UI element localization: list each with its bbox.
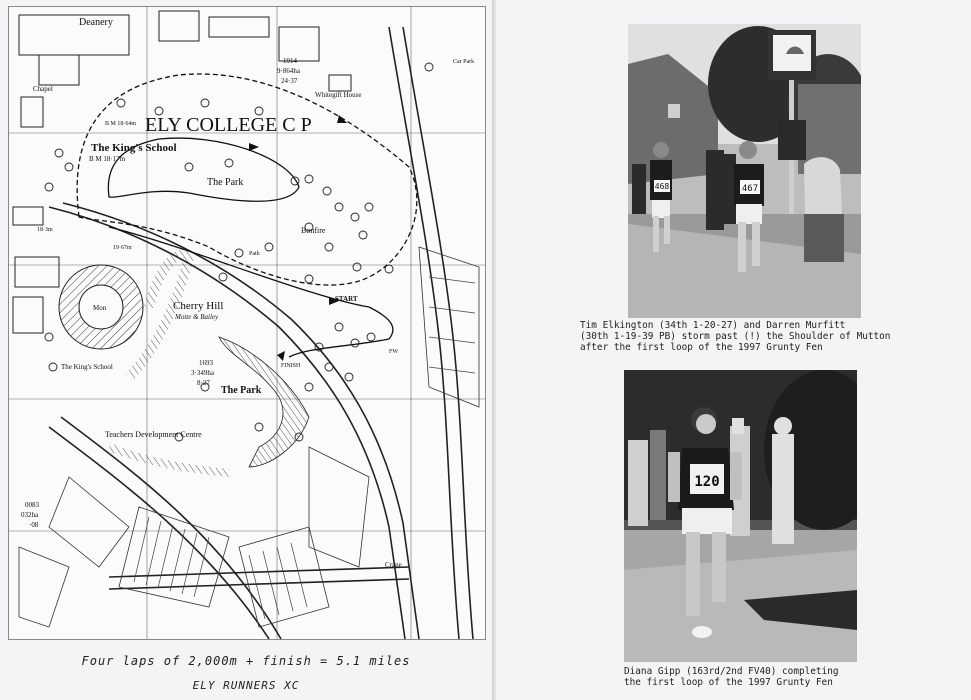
label-kings-school: The King's School [91, 142, 177, 154]
label-1693-ac: 8·27 [197, 379, 210, 387]
photo1-caption-line: after the first loop of the 1997 Grunty Fen [580, 342, 823, 353]
label-1693-ha: 3·349ha [191, 369, 214, 377]
label-kings-school-left: The King's School [61, 363, 113, 371]
photo-shoulder-of-mutton [628, 24, 861, 318]
label-bm-19-67: 19·67m [113, 245, 132, 251]
ditch-hatching [109, 447, 229, 473]
label-0083-ha: 032ha [21, 511, 39, 519]
label-bonfire: Bonfire [301, 226, 326, 235]
bib-120: 120 [694, 474, 720, 490]
photo1-caption-line: (30th 1-19-39 PB) storm past (!) the Shoulder of Mutton [580, 331, 891, 342]
label-1914-ha: 9·864ha [277, 67, 300, 75]
label-bm-top: B M 18·17m [89, 155, 126, 163]
label-bm-left: B M 18·64m [105, 121, 137, 127]
photo2-caption [624, 666, 838, 688]
photo-diana-gipp [624, 370, 857, 662]
label-park-top: The Park [207, 177, 244, 188]
plot-lines [134, 277, 475, 619]
course-map-drawing [9, 7, 485, 639]
map-caption-distance: Four laps of 2,000m + finish = 5.1 miles [81, 654, 411, 668]
park-bank-hatching [219, 337, 309, 467]
bib-468: 468 [654, 182, 670, 191]
label-bm-18-3: 18·3m [37, 227, 53, 233]
label-teachers: Teachers Development Centre [105, 430, 202, 439]
label-1693: 1693 [199, 359, 213, 367]
photo1-caption [580, 320, 890, 353]
label-chapel: Chapel [33, 85, 53, 93]
label-finish: FINISH [281, 363, 301, 369]
photo2-image [624, 370, 857, 662]
label-motte: Motte & Bailey [175, 313, 219, 321]
label-deanery: Deanery [79, 17, 113, 28]
map-caption-club: ELY RUNNERS XC [192, 679, 300, 692]
map-title: ELY COLLEGE C P [145, 114, 312, 136]
photo1-image [628, 24, 861, 318]
label-0083: 0083 [25, 501, 39, 509]
label-path: Path [249, 251, 260, 257]
label-car-park: Car Park [453, 59, 475, 65]
label-fw: FW [389, 349, 398, 355]
course-arrows [249, 115, 347, 361]
label-whitegift: Whitegift House [315, 91, 362, 99]
label-cherry-hill: Cherry Hill [173, 300, 224, 312]
course-map [8, 6, 486, 640]
photo1-caption-line: Tim Elkington (34th 1-20-27) and Darren Murfitt [580, 320, 846, 331]
photo2-caption-line: the first loop of the 1997 Grunty Fen [624, 677, 833, 688]
label-0083-ac: ·08 [29, 521, 39, 529]
bib-467: 467 [741, 184, 759, 194]
photo2-caption-line: Diana Gipp (163rd/2nd FV40) completing [624, 666, 839, 677]
label-1914: 1914 [283, 57, 297, 65]
label-start: START [335, 295, 358, 303]
label-mon: Mon [93, 304, 107, 312]
label-park-bottom: The Park [221, 385, 262, 396]
label-crane: Crane [385, 561, 402, 569]
label-1914-ac: 24·37 [281, 77, 298, 85]
